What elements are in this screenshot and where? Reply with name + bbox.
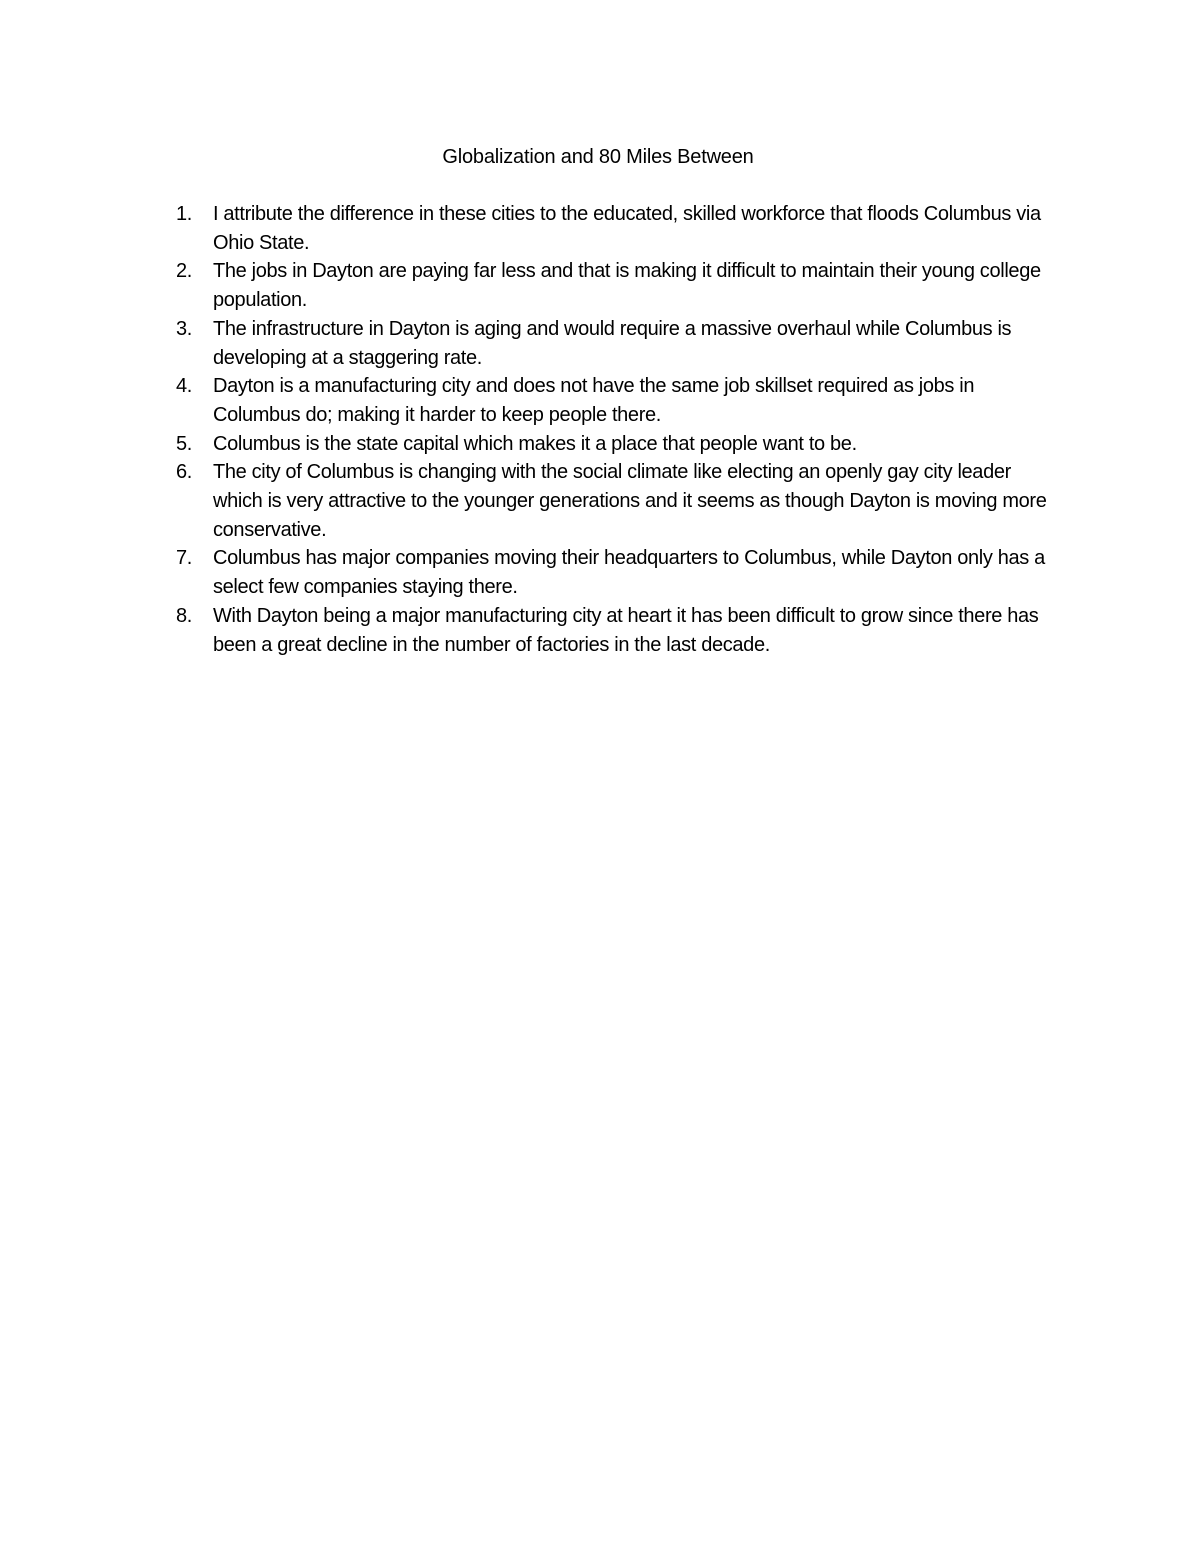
list-item-number: 4. (176, 375, 192, 398)
list-item (0, 544, 1063, 601)
list-item-text: I attribute the difference in these cities to the educated, skilled workforce that floods Columbus via Ohio State. (213, 203, 1041, 254)
numbered-list (0, 200, 1200, 659)
list-item-text: With Dayton being a major manufacturing city at heart it has been difficult to grow since there has been a great decline in the number of factories in the last decade. (213, 604, 1039, 656)
list-item-text: Columbus is the state capital which makes it a place that people want to be. (213, 432, 857, 455)
list-item-number: 3. (176, 317, 192, 340)
list-item-text: Dayton is a manufacturing city and does not have the same job skillset required as jobs in Columbus do; making it harder to keep people there. (213, 375, 975, 426)
list-item (0, 602, 1063, 659)
list-item-number: 1. (176, 203, 192, 225)
list-item-text: The city of Columbus is changing with the social climate like electing an openly gay city leader which is very attractive to the younger generations and it seems as though Dayton is moving more conservative. (213, 461, 1047, 541)
list-item-number: 5. (176, 432, 192, 455)
list-item (0, 372, 1063, 429)
list-item (0, 257, 1063, 314)
list-item (0, 200, 1063, 257)
list-item-number: 8. (176, 604, 192, 627)
list-item-text: The infrastructure in Dayton is aging and would require a massive overhaul while Columbus is developing at a staggering rate. (213, 317, 1012, 369)
list-item-number: 2. (176, 260, 192, 283)
list-item (0, 458, 1063, 544)
page-title: Globalization and 80 Miles Between (442, 146, 754, 168)
list-item (0, 315, 1063, 372)
list-item-text: The jobs in Dayton are paying far less and that is making it difficult to maintain their young college population. (213, 260, 1041, 312)
list-item-text: Columbus has major companies moving their headquarters to Columbus, while Dayton only has a select few companies staying there. (213, 547, 1045, 599)
list-item (0, 430, 1063, 459)
list-item-number: 7. (176, 547, 192, 570)
list-item-number: 6. (176, 461, 192, 484)
